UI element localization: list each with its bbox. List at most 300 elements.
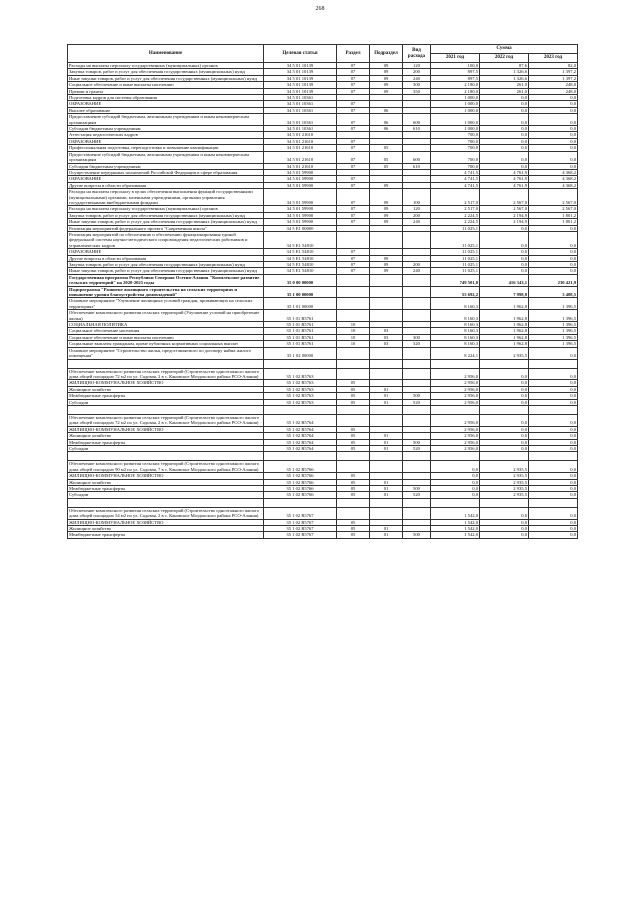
cell-v1: 2 224,5 xyxy=(431,219,480,225)
table-row xyxy=(68,507,578,519)
cell-sec: 05 xyxy=(337,492,370,498)
cell-sub xyxy=(370,359,403,368)
cell-sec xyxy=(337,347,370,359)
table-row xyxy=(68,298,578,310)
cell-v1 xyxy=(431,359,480,368)
cell-target: 35 1 02 R5766 xyxy=(264,473,337,479)
cell-sec: 07 xyxy=(337,268,370,274)
cell-sub: 09 xyxy=(370,75,403,81)
cell-v2: 1 962,8 xyxy=(480,341,529,347)
table-row xyxy=(68,274,578,286)
cell-sec: 07 xyxy=(337,107,370,113)
cell-target xyxy=(264,359,337,368)
cell-target: 34 5 01 10139 xyxy=(264,75,337,81)
cell-name: Субсидии бюджетным учреждениям xyxy=(68,126,264,132)
cell-name: Государственная программа Республики Северная Осетия-Алания "Комплексное развитие сельских территорий" на 2020-2025 годы xyxy=(68,274,264,286)
cell-target: 34 5 E1 54810 xyxy=(264,262,337,268)
cell-exp: 520 xyxy=(403,445,431,451)
cell-target: 34 5 01 10361 xyxy=(264,107,337,113)
table-row xyxy=(68,151,578,163)
cell-sec: 05 xyxy=(337,519,370,525)
cell-sub xyxy=(370,498,403,507)
cell-target: 34 5 01 21610 xyxy=(264,138,337,144)
cell-sec: 07 xyxy=(337,212,370,218)
cell-sub xyxy=(370,507,403,519)
cell-target: 35 1 02 R5767 xyxy=(264,526,337,532)
cell-name: Основное мероприятие "Строительство жилья, предоставляемого по договору найма жилого помещения" xyxy=(68,347,264,359)
cell-v2: 261,0 xyxy=(480,82,529,88)
cell-sec: 10 xyxy=(337,322,370,328)
cell-v2: 0,0 xyxy=(480,132,529,138)
cell-sub xyxy=(370,310,403,322)
cell-v1: 8 160,3 xyxy=(431,341,480,347)
cell-v3: 4 368,2 xyxy=(529,176,578,182)
header-expense-type: Вид расхода xyxy=(403,45,431,63)
table-spacer-row xyxy=(68,452,578,461)
cell-v2: 2 194,9 xyxy=(480,219,529,225)
cell-sub: 03 xyxy=(370,334,403,340)
cell-target: 34 5 01 10139 xyxy=(264,69,337,75)
cell-v1: 8 160,3 xyxy=(431,334,480,340)
cell-v3 xyxy=(529,452,578,461)
cell-target: 34 5 01 59900 xyxy=(264,212,337,218)
cell-v3: 1 396,5 xyxy=(529,341,578,347)
cell-v3: 0,0 xyxy=(529,532,578,538)
cell-v3: 0,0 xyxy=(529,439,578,445)
cell-v3: 0,0 xyxy=(529,268,578,274)
cell-sec: 05 xyxy=(337,473,370,479)
cell-name: Другие вопросы в области образования xyxy=(68,182,264,188)
cell-sec: 05 xyxy=(337,433,370,439)
cell-exp xyxy=(403,461,431,473)
cell-target: 34 5 01 10361 xyxy=(264,126,337,132)
cell-name: Обеспечение комплексного развития сельских территорий (Строительство одноэтажного жилого дома общей площадью 72 м2 по ул. Садовая, 2 в с. Кановское Моздокского района РСО-Алания) xyxy=(68,368,264,380)
cell-v3: 0,0 xyxy=(529,519,578,525)
cell-target: 35 0 00 00000 xyxy=(264,274,337,286)
cell-v2: 1 326,6 xyxy=(480,69,529,75)
cell-sub: 09 xyxy=(370,219,403,225)
cell-sub: 01 xyxy=(370,486,403,492)
cell-sub xyxy=(370,286,403,298)
cell-sec: 10 xyxy=(337,341,370,347)
cell-v2: 0,0 xyxy=(480,107,529,113)
cell-v3: 0,0 xyxy=(529,368,578,380)
cell-sec: 05 xyxy=(337,439,370,445)
cell-v3: 0,0 xyxy=(529,399,578,405)
cell-name: Закупка товаров, работ и услуг для обеспечения государственных (муниципальных) нужд xyxy=(68,212,264,218)
cell-sec xyxy=(337,414,370,426)
cell-name: ОБРАЗОВАНИЕ xyxy=(68,138,264,144)
cell-target: 34 5 01 59900 xyxy=(264,182,337,188)
cell-name: Социальные выплаты гражданам, кроме публичных нормативных социальных выплат xyxy=(68,341,264,347)
cell-exp: 610 xyxy=(403,163,431,169)
cell-v1: 2 956,0 xyxy=(431,426,480,432)
cell-name: ЖИЛИЩНО-КОММУНАЛЬНОЕ ХОЗЯЙСТВО xyxy=(68,426,264,432)
cell-v3: 1 801,2 xyxy=(529,212,578,218)
cell-v3: 0,0 xyxy=(529,445,578,451)
cell-sec: 07 xyxy=(337,82,370,88)
cell-v3: 1 396,5 xyxy=(529,298,578,310)
cell-v1: 897,5 xyxy=(431,69,480,75)
cell-sec xyxy=(337,286,370,298)
cell-name: ЖИЛИЩНО-КОММУНАЛЬНОЕ ХОЗЯЙСТВО xyxy=(68,473,264,479)
cell-name: ОБРАЗОВАНИЕ xyxy=(68,176,264,182)
cell-v3: 0,0 xyxy=(529,101,578,107)
cell-v2: 0,0 xyxy=(480,101,529,107)
cell-name xyxy=(68,359,264,368)
cell-v1: 8 160,3 xyxy=(431,310,480,322)
cell-target: 34 5 01 21610 xyxy=(264,151,337,163)
cell-name: Закупка товаров, работ и услуг для обеспечения государственных (муниципальных) нужд xyxy=(68,69,264,75)
cell-v1: 897,5 xyxy=(431,75,480,81)
cell-v2: 1 962,8 xyxy=(480,298,529,310)
cell-v1: 749 501,0 xyxy=(431,274,480,286)
cell-target: 34 5 E1 54810 xyxy=(264,268,337,274)
cell-sec: 07 xyxy=(337,126,370,132)
cell-v1 xyxy=(431,405,480,414)
cell-exp xyxy=(403,347,431,359)
cell-v2: 0,0 xyxy=(480,526,529,532)
cell-name: Жилищное хозяйство xyxy=(68,386,264,392)
cell-v2: 2 935,5 xyxy=(480,347,529,359)
cell-name: Жилищное хозяйство xyxy=(68,479,264,485)
cell-target: 35 1 01 R5761 xyxy=(264,328,337,334)
header-2022: 2022 год xyxy=(480,54,529,63)
cell-v1: 2 956,0 xyxy=(431,386,480,392)
cell-v3: 248,0 xyxy=(529,82,578,88)
cell-v2: 2 194,9 xyxy=(480,212,529,218)
cell-name: Иные закупки товаров, работ и услуг для обеспечения государственных (муниципальных) нужд xyxy=(68,219,264,225)
page-number: 268 xyxy=(315,6,325,12)
cell-v3: 0,0 xyxy=(529,486,578,492)
cell-v1: 700,0 xyxy=(431,163,480,169)
cell-v1: 2 956,0 xyxy=(431,399,480,405)
table-spacer-row xyxy=(68,498,578,507)
cell-v1: 8 160,3 xyxy=(431,328,480,334)
table-body xyxy=(68,63,578,539)
cell-exp xyxy=(403,414,431,426)
cell-sec: 07 xyxy=(337,151,370,163)
cell-sec: 07 xyxy=(337,189,370,206)
cell-target: 34 5 01 59900 xyxy=(264,189,337,206)
cell-name: Расходы на выплаты персоналу государственных (муниципальных) органов xyxy=(68,63,264,69)
cell-target: 35 1 02 R5767 xyxy=(264,507,337,519)
cell-v1: 2 180,0 xyxy=(431,82,480,88)
cell-v3: 0,0 xyxy=(529,426,578,432)
cell-name: Субсидии xyxy=(68,492,264,498)
table-row xyxy=(68,189,578,206)
cell-target: 35 1 01 R5761 xyxy=(264,310,337,322)
cell-v3: 0,0 xyxy=(529,526,578,532)
cell-target: 34 5 01 59900 xyxy=(264,219,337,225)
cell-sub xyxy=(370,452,403,461)
cell-sec: 07 xyxy=(337,145,370,151)
cell-sec: 07 xyxy=(337,138,370,144)
cell-name: Субсидии бюджетным учреждениям xyxy=(68,163,264,169)
cell-v1: 1 000,0 xyxy=(431,101,480,107)
cell-v3 xyxy=(529,359,578,368)
cell-sec: 05 xyxy=(337,426,370,432)
cell-target: 34 5 01 10361 xyxy=(264,95,337,101)
cell-v1 xyxy=(431,452,480,461)
cell-sec: 07 xyxy=(337,182,370,188)
cell-v2 xyxy=(480,498,529,507)
cell-sub: 03 xyxy=(370,341,403,347)
cell-v1: 700,0 xyxy=(431,132,480,138)
cell-sec: 07 xyxy=(337,219,370,225)
cell-sec xyxy=(337,231,370,248)
cell-v2: 0,0 xyxy=(480,255,529,261)
cell-name: Обеспечение комплексного развития сельских территорий (Строительство одноэтажного жилого дома общей площадью 90 м2 по ул. Садовая, 7 в с. Кановское Моздокского района РСО-Алания) xyxy=(68,461,264,473)
cell-exp xyxy=(403,359,431,368)
cell-target: 34 5 01 10361 xyxy=(264,114,337,126)
cell-v2: 0,0 xyxy=(480,95,529,101)
cell-name: ОБРАЗОВАНИЕ xyxy=(68,249,264,255)
table-row xyxy=(68,368,578,380)
cell-v3: 0,0 xyxy=(529,151,578,163)
header-2021: 2021 год xyxy=(431,54,480,63)
cell-exp: 200 xyxy=(403,212,431,218)
cell-target: 35 1 02 R5766 xyxy=(264,461,337,473)
cell-exp: 500 xyxy=(403,486,431,492)
cell-v1: 11 025,1 xyxy=(431,225,480,231)
cell-exp: 600 xyxy=(403,114,431,126)
cell-target: 34 5 01 10361 xyxy=(264,101,337,107)
cell-target: 35 1 02 R5764 xyxy=(264,414,337,426)
cell-target: 35 1 02 R5766 xyxy=(264,486,337,492)
header-2023: 2023 год xyxy=(529,54,578,63)
cell-v2: 2 567,0 xyxy=(480,189,529,206)
cell-exp: 500 xyxy=(403,393,431,399)
cell-sub xyxy=(370,298,403,310)
cell-v1: 2 956,0 xyxy=(431,445,480,451)
cell-v2: 0,0 xyxy=(480,519,529,525)
cell-sub xyxy=(370,461,403,473)
cell-sec: 07 xyxy=(337,101,370,107)
cell-name: Жилищное хозяйство xyxy=(68,526,264,532)
cell-sec: 05 xyxy=(337,386,370,392)
cell-v1: 1 000,0 xyxy=(431,107,480,113)
cell-name: Премии и гранты xyxy=(68,88,264,94)
cell-name: ЖИЛИЩНО-КОММУНАЛЬНОЕ ХОЗЯЙСТВО xyxy=(68,519,264,525)
cell-exp: 500 xyxy=(403,439,431,445)
cell-target: 35 1 01 R5761 xyxy=(264,334,337,340)
cell-sub xyxy=(370,414,403,426)
cell-v3: 0,0 xyxy=(529,114,578,126)
cell-sec: 05 xyxy=(337,399,370,405)
cell-v3: 0,0 xyxy=(529,107,578,113)
cell-sub: 01 xyxy=(370,433,403,439)
cell-name: Межбюджетные трансферты xyxy=(68,393,264,399)
cell-sec xyxy=(337,359,370,368)
cell-sub: 01 xyxy=(370,526,403,532)
cell-sec: 07 xyxy=(337,88,370,94)
cell-v3: 4 368,2 xyxy=(529,169,578,175)
cell-target: 35 1 01 00000 xyxy=(264,298,337,310)
table-row xyxy=(68,310,578,322)
cell-v1: 0,0 xyxy=(431,473,480,479)
cell-v3: 1 396,5 xyxy=(529,310,578,322)
cell-v1: 11 025,1 xyxy=(431,268,480,274)
cell-name: Социальное обеспечение и иные выплаты населению xyxy=(68,334,264,340)
table-row xyxy=(68,347,578,359)
cell-v1: 1 000,0 xyxy=(431,95,480,101)
cell-v2: 0,0 xyxy=(480,399,529,405)
cell-name: Социальное обеспечение и иные выплаты населению xyxy=(68,82,264,88)
cell-name: Другие вопросы в области образования xyxy=(68,255,264,261)
cell-v2: 0,0 xyxy=(480,507,529,519)
cell-v3: 0,0 xyxy=(529,380,578,386)
cell-v3: 0,0 xyxy=(529,138,578,144)
cell-v2: 2 935,5 xyxy=(480,479,529,485)
cell-target: 35 1 01 R5761 xyxy=(264,322,337,328)
header-name: Наименование xyxy=(68,45,264,63)
cell-name: Подготовка кадров для системы образования xyxy=(68,95,264,101)
cell-v1: 11 025,1 xyxy=(431,249,480,255)
cell-v1: 4 741,5 xyxy=(431,169,480,175)
cell-v3: 1 396,5 xyxy=(529,334,578,340)
cell-target: 35 1 01 R5761 xyxy=(264,341,337,347)
cell-name xyxy=(68,405,264,414)
cell-v2 xyxy=(480,452,529,461)
budget-table xyxy=(67,44,578,539)
cell-sec xyxy=(337,274,370,286)
cell-sub: 01 xyxy=(370,399,403,405)
cell-name: Расходы на выплаты персоналу государственных (муниципальных) органов xyxy=(68,206,264,212)
cell-sec xyxy=(337,405,370,414)
cell-v3: 0,0 xyxy=(529,393,578,399)
cell-v2: 0,0 xyxy=(480,145,529,151)
table-row xyxy=(68,532,578,538)
cell-target: 35 1 02 R5764 xyxy=(264,426,337,432)
cell-name: Предоставление субсидий бюджетным, автономным учреждениям и иным некоммерческим организациям xyxy=(68,114,264,126)
cell-target xyxy=(264,405,337,414)
cell-sec xyxy=(337,298,370,310)
cell-target: 35 1 02 R5763 xyxy=(264,380,337,386)
cell-target: 34 5 01 59900 xyxy=(264,206,337,212)
cell-sub: 01 xyxy=(370,386,403,392)
table-row xyxy=(68,231,578,248)
cell-v1: 4 741,5 xyxy=(431,176,480,182)
header-subsection: Подраздел xyxy=(370,45,403,63)
cell-v2: 2 567,0 xyxy=(480,206,529,212)
cell-name: Межбюджетные трансферты xyxy=(68,486,264,492)
cell-sub xyxy=(370,274,403,286)
cell-target: 34 5 01 10139 xyxy=(264,88,337,94)
cell-exp xyxy=(403,274,431,286)
header-target: Целевая статья xyxy=(264,45,337,63)
cell-target xyxy=(264,498,337,507)
cell-target: 34 5 01 59900 xyxy=(264,169,337,175)
cell-target xyxy=(264,452,337,461)
cell-sec: 07 xyxy=(337,176,370,182)
cell-v2: 0,0 xyxy=(480,262,529,268)
cell-v2: 1 962,8 xyxy=(480,310,529,322)
cell-v1: 1 542,0 xyxy=(431,519,480,525)
cell-sec: 07 xyxy=(337,69,370,75)
cell-target: 34 5 01 21610 xyxy=(264,132,337,138)
cell-sub: 09 xyxy=(370,182,403,188)
cell-name: Социальное обеспечение населения xyxy=(68,328,264,334)
cell-v1: 1 542,0 xyxy=(431,526,480,532)
cell-v1: 1 000,0 xyxy=(431,126,480,132)
cell-name xyxy=(68,498,264,507)
cell-sub: 06 xyxy=(370,126,403,132)
cell-v2: 0,0 xyxy=(480,393,529,399)
cell-v3: 2 567,0 xyxy=(529,206,578,212)
cell-v2: 0,0 xyxy=(480,414,529,426)
cell-v3: 248,0 xyxy=(529,88,578,94)
cell-sub: 09 xyxy=(370,82,403,88)
cell-v3: 0,0 xyxy=(529,255,578,261)
cell-v3: 0,0 xyxy=(529,95,578,101)
cell-v2: 0,0 xyxy=(480,225,529,231)
cell-name: Субсидии xyxy=(68,445,264,451)
cell-exp xyxy=(403,405,431,414)
cell-v2: 0,0 xyxy=(480,114,529,126)
cell-v2: 261,0 xyxy=(480,88,529,94)
cell-sub: 05 xyxy=(370,151,403,163)
cell-name: Осуществление переданных полномочий Российской Федерации в сфере образования xyxy=(68,169,264,175)
cell-v1: 0,0 xyxy=(431,492,480,498)
cell-v1: 700,0 xyxy=(431,138,480,144)
table-spacer-row xyxy=(68,405,578,414)
cell-v3 xyxy=(529,498,578,507)
cell-v2: 2 935,5 xyxy=(480,486,529,492)
cell-target: 34 5 01 10139 xyxy=(264,63,337,69)
cell-target: 34 5 E1 00000 xyxy=(264,225,337,231)
cell-v1: 2 956,0 xyxy=(431,433,480,439)
cell-sec: 10 xyxy=(337,334,370,340)
cell-v2: 0,0 xyxy=(480,368,529,380)
cell-target: 34 5 E1 54810 xyxy=(264,255,337,261)
cell-exp: 300 xyxy=(403,82,431,88)
cell-v1: 8 224,1 xyxy=(431,347,480,359)
cell-sec xyxy=(337,498,370,507)
cell-name: Аттестация педагогических кадров xyxy=(68,132,264,138)
cell-v3: 0,0 xyxy=(529,507,578,519)
cell-exp: 520 xyxy=(403,492,431,498)
cell-exp xyxy=(403,452,431,461)
cell-name: Основное мероприятие "Улучшение жилищных условий граждан, проживающих на сельских территориях" xyxy=(68,298,264,310)
cell-exp xyxy=(403,498,431,507)
cell-v1: 700,0 xyxy=(431,151,480,163)
cell-sub: 01 xyxy=(370,445,403,451)
cell-sec: 05 xyxy=(337,479,370,485)
cell-exp: 120 xyxy=(403,63,431,69)
cell-v1: 700,0 xyxy=(431,145,480,151)
cell-sub xyxy=(370,231,403,248)
cell-v2: 2 935,5 xyxy=(480,492,529,498)
table-row xyxy=(68,461,578,473)
cell-exp xyxy=(403,298,431,310)
cell-v1: 55 692,2 xyxy=(431,286,480,298)
cell-sub: 05 xyxy=(370,163,403,169)
cell-sub: 09 xyxy=(370,189,403,206)
cell-v2: 0,0 xyxy=(480,426,529,432)
cell-sub xyxy=(370,368,403,380)
cell-sec: 05 xyxy=(337,532,370,538)
cell-name: Субсидии xyxy=(68,399,264,405)
cell-v2: 2 935,5 xyxy=(480,461,529,473)
cell-sub xyxy=(370,347,403,359)
cell-v3: 1 396,5 xyxy=(529,328,578,334)
cell-v3: 82,0 xyxy=(529,63,578,69)
table-row xyxy=(68,114,578,126)
cell-sec xyxy=(337,507,370,519)
cell-name: Подпрограмма "Развитие жилищного строительства на сельских территориях и повышение уровня благоустройства домовладений" xyxy=(68,286,264,298)
cell-v1: 100,0 xyxy=(431,63,480,69)
